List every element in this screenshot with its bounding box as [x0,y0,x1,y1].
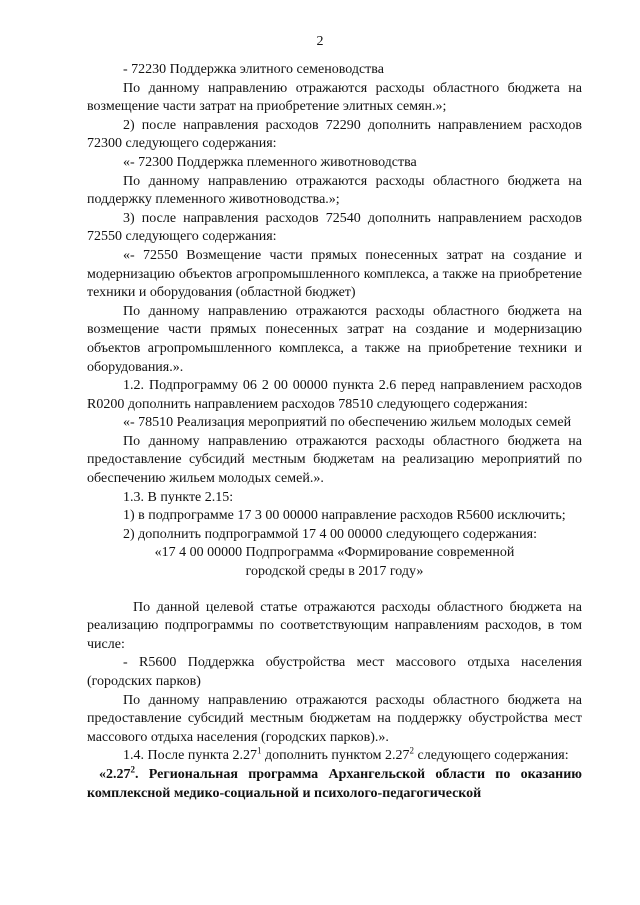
paragraph: 1.3. В пункте 2.15: [123,489,234,505]
paragraph: 1) в подпрограмме 17 3 00 00000 направление расходов R5600 исключить; [123,508,566,524]
paragraph: По данному направлению отражаются расходы областного бюджета на возмещение части затрат на приобретение элитных семян.»; [87,80,582,115]
paragraph: По данному направлению отражаются расходы областного бюджета на возмещение части прямых понесенных затрат на создание и модернизацию объектов агропромышленного комплекса, а также на приобретение техники и оборудования.». [87,303,582,375]
subprogram-heading-line2: городской среды в 2017 году» [245,564,424,580]
superscript: 1 [256,745,262,756]
paragraph: «- 78510 Реализация мероприятий по обеспечению жильем молодых семей [123,415,572,431]
superscript: 2 [130,764,135,775]
subprogram-heading-line1: «17 4 00 00000 Подпрограмма «Формирование современной [154,545,515,561]
document-body [87,61,582,803]
paragraph: 3) после направления расходов 72540 дополнить направлением расходов 72550 следующего содержания: [87,210,582,245]
page-number: 2 [316,34,324,49]
paragraph: По данному направлению отражаются расходы областного бюджета на предоставление субсидий местным бюджетам на реализацию мероприятий по обеспечению жильем молодых семей.». [87,433,582,487]
paragraph: 1.2. Подпрограмму 06 2 00 00000 пункта 2.6 перед направлением расходов R0200 дополнить направлением расходов 78510 следующего содержания: [87,378,582,412]
paragraph: - 72230 Поддержка элитного семеноводства [123,62,384,77]
paragraph: По данному направлению отражаются расходы областного бюджета на поддержку племенного животноводства.»; [87,173,582,208]
paragraph: По данному направлению отражаются расходы областного бюджета на предоставление субсидий местным бюджетам на поддержку обустройства мест массового отдыха населения (городских парков).». [87,692,582,745]
text-fragment: дополнить пунктом 2.27 [261,748,410,764]
spacer [87,582,582,599]
paragraph: - R5600 Поддержка обустройства мест массового отдыха населения (городских парков) [87,655,582,689]
superscript: 2 [409,745,415,756]
paragraph: «- 72300 Поддержка племенного животноводства [123,154,417,170]
text-fragment: 1.4. После пункта 2.27 [123,748,257,764]
paragraph: 2) после направления расходов 72290 дополнить направлением расходов 72300 следующего содержания: [87,117,582,152]
text-fragment: следующего содержания: [414,748,569,764]
section-heading [87,766,582,803]
paragraph: По данной целевой статье отражаются расходы областного бюджета на реализацию подпрограммы по соответствующим направлениям расходов, в том числе: [87,599,582,652]
text-fragment: . Региональная программа Архангельской области по оказанию комплексной медико-социальной и психолого-педагогической [87,766,582,801]
text-fragment: «2.27 [99,766,131,782]
paragraph [87,747,582,766]
paragraph: «- 72550 Возмещение части прямых понесенных затрат на создание и модернизацию объектов агропромышленного комплекса, а также на приобретение техники и оборудования (областной бюджет) [87,247,582,301]
paragraph: 2) дополнить подпрограммой 17 4 00 00000 следующего содержания: [123,526,537,542]
